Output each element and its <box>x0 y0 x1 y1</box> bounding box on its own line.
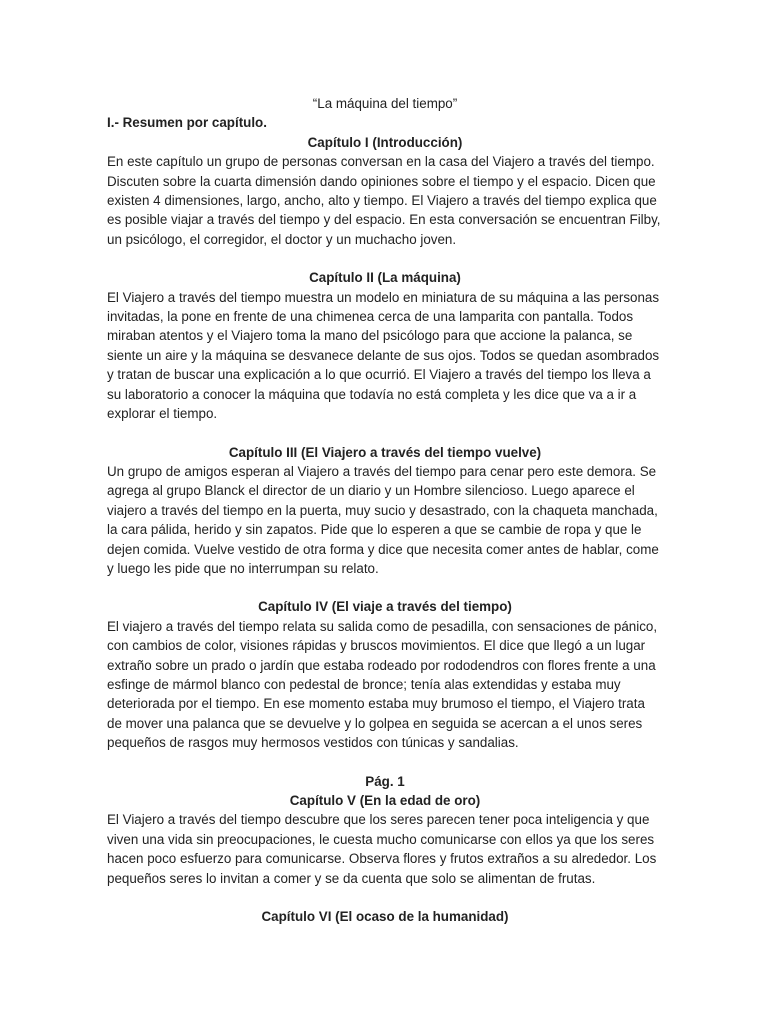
chapter-heading: Capítulo IV (El viaje a través del tiempo) <box>258 599 512 615</box>
page-number: Pág. 1 <box>365 773 405 789</box>
chapter-heading: Capítulo I (Introducción) <box>307 134 463 150</box>
chapter-heading: Capítulo V (En la edad de oro) <box>289 793 481 808</box>
chapter-paragraph: En este capítulo un grupo de personas conversan en la casa del Viajero a través del tiempo. Discuten sobre la cuarta dimensión dando opiniones sobre el tiempo y el espacio. Dicen que existen 4 dimensiones, largo, ancho, alto y tiempo. El Viajero a través del tiempo explica que es posible viajar a través del tiempo y del espacio. En esta conversación se encuentran Filby, un psicólogo, el corregidor, el doctor y un muchacho joven. <box>107 154 661 247</box>
document-title: “La máquina del tiempo” <box>312 96 458 111</box>
chapter-heading: Capítulo VI (El ocaso de la humanidad) <box>261 909 509 925</box>
chapter-paragraph: El Viajero a través del tiempo muestra un modelo en miniatura de su máquina a las personas invitadas, la pone en frente de una chimenea cerca de una lamparita con pantalla. Todos miraban atentos y el Viajero toma la mano del psicólogo para que accione la palanca, se siente un aire y la máquina se desvanece delante de sus ojos. Todos se quedan asombrados y tratan de buscar una explicación a lo que ocurrió. El Viajero a través del tiempo los lleva a su laboratorio a conocer la máquina que todavía no está completa y les dice que va a ir a explorar el tiempo. <box>107 289 660 422</box>
chapter-heading: Capítulo II (La máquina) <box>309 270 461 286</box>
section-heading: I.- Resumen por capítulo. <box>107 115 267 131</box>
chapter-paragraph: El viajero a través del tiempo relata su salida como de pesadilla, con sensaciones de pánico, con cambios de color, visiones rápidas y bruscos movimientos. El dice que llegó a un lugar extraño sobre un prado o jardín que estaba rodeado por rododendros con flores frente a una esfinge de mármol blanco con pedestal de bronce; tenía alas extendidas y estaba muy deteriorada por el tiempo. En ese momento estaba muy brumoso el tiempo, el Viajero trata de mover una palanca que se devuelve y lo golpea en seguida se acercan a el unos seres pequeños de rasgos muy hermosos vestidos con túnicas y sandalias. <box>107 618 658 751</box>
chapter-paragraph: Un grupo de amigos esperan al Viajero a través del tiempo para cenar pero este demora. Se agrega al grupo Blanck el director de un diario y un Hombre silencioso. Luego aparece el viajero a través del tiempo en la puerta, muy sucio y desastrado, con la chaqueta manchada, la cara pálida, herido y sin zapatos. Pide que lo esperen a que se cambie de ropa y que le dejen comida. Vuelve vestido de otra forma y dice que necesita comer antes de hablar, come y luego les pide que no interrumpan su relato. <box>107 463 659 576</box>
chapter-heading: Capítulo III (El Viajero a través del tiempo vuelve) <box>228 444 542 460</box>
document-body <box>107 94 663 926</box>
chapter-paragraph: El Viajero a través del tiempo descubre que los seres parecen tener poca inteligencia y que viven una vida sin preocupaciones, le cuesta mucho comunicarse con ellos ya que los seres hacen poco esfuerzo para comunicarse. Observa flores y frutos extraños a su alrededor. Los pequeños seres lo invitan a comer y se da cuenta que solo se alimentan de frutas. <box>107 812 657 886</box>
